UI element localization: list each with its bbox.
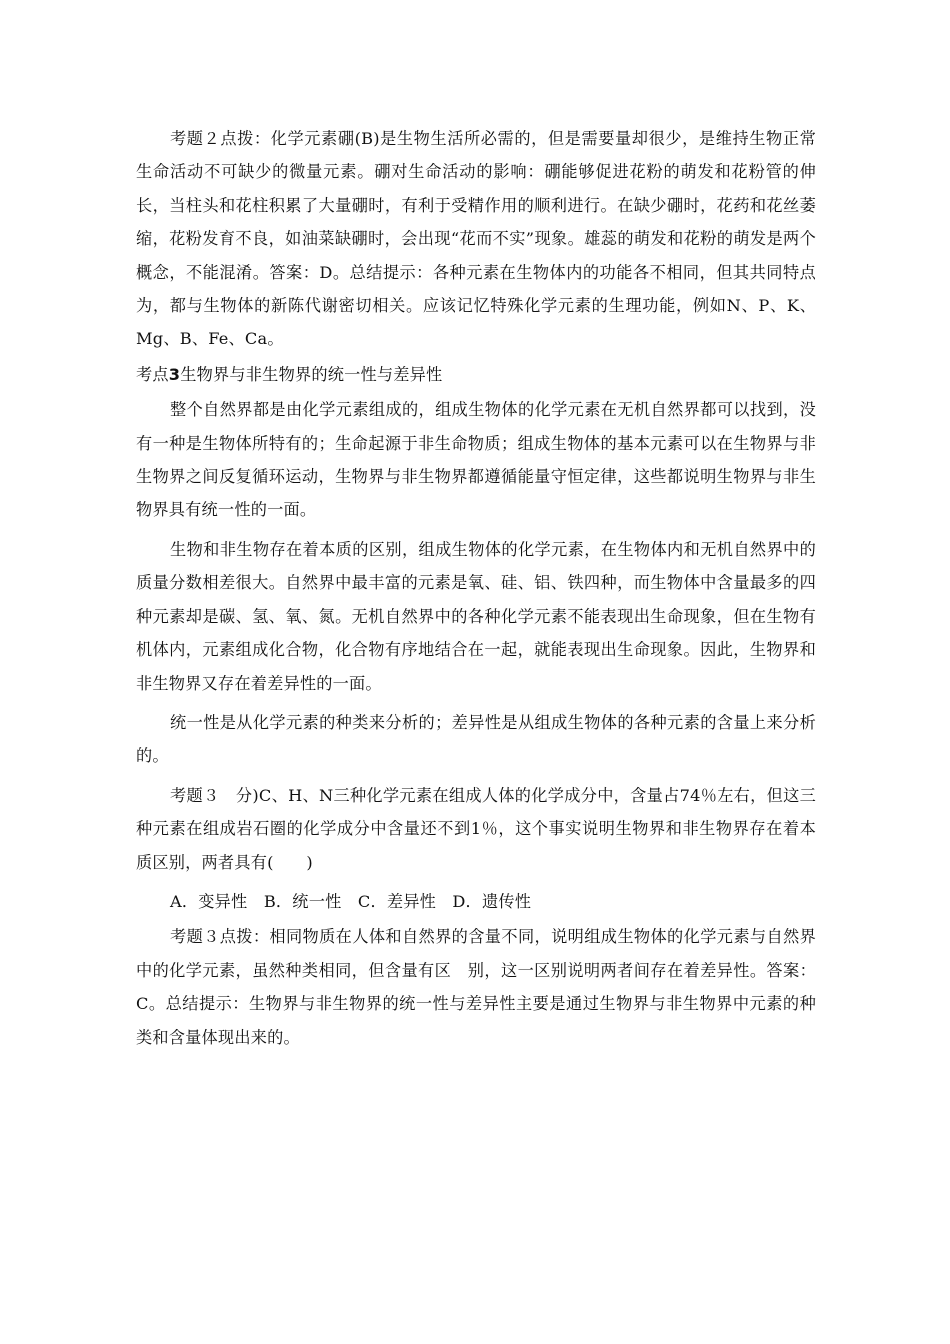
heading-text: 生物界与非生物界的统一性与差异性	[180, 364, 443, 384]
paragraph-unity: 整个自然界都是由化学元素组成的，组成生物体的化学元素在无机自然界都可以找到，没有一种是生物体所特有的；生命起源于非生命物质；组成生物体的基本元素可以在生物界与非生物界之间反复循环运动，生物界与非生物界都遵循能量守恒定律，这些都说明生物界与非生物界具有统一性的一面。	[136, 400, 816, 520]
paragraph-question3-explanation: 考题３点拨：相同物质在人体和自然界的含量不同，说明组成生物体的化学元素与自然界中的化学元素，虽然种类相同，但含量有区 别，这一区别说明两者间存在着差异性。答案：C。总结提示：生物界与非生物界的统一性与差异性主要是通过生物界与非生物界中元素的种类和含量体现出来的。	[136, 927, 816, 1047]
heading-prefix: 考点	[136, 364, 169, 384]
document-page	[136, 122, 816, 1054]
paragraph-question2-explanation: 考题２点拨：化学元素硼(B)是生物生活所必需的，但是需要量却很少，是维持生物正常生命活动不可缺少的微量元素。硼对生命活动的影响：硼能够促进花粉的萌发和花粉管的伸长，当柱头和花柱积累了大量硼时，有利于受精作用的顺利进行。在缺少硼时，花药和花丝萎缩，花粉发育不良，如油菜缺硼时，会出现“花而不实”现象。雄蕊的萌发和花粉的萌发是两个概念，不能混淆。答案：D。总结提示：各种元素在生物体内的功能各不相同，但其共同特点为，都与生物体的新陈代谢密切相关。应该记忆特殊化学元素的生理功能，例如N、P、K、Mg、B、Fe、Ca。	[136, 129, 816, 349]
paragraph-summary: 统一性是从化学元素的种类来分析的；差异性是从组成生物体的各种元素的含量上来分析的。	[136, 712, 816, 766]
section-heading	[136, 358, 816, 391]
paragraph-difference: 生物和非生物存在着本质的区别，组成生物体的化学元素，在生物体内和无机自然界中的质量分数相差很大。自然界中最丰富的元素是氧、硅、铝、铁四种，而生物体中含量最多的四种元素却是碳、氢、氧、氮。无机自然界中的各种化学元素不能表现出生命现象，但在生物有机体内，元素组成化合物，化合物有序地结合在一起，就能表现出生命现象。因此，生物界和非生物界又存在着差异性的一面。	[136, 539, 816, 693]
question3-options: A．变异性 B．统一性 C．差异性 D．遗传性	[170, 891, 532, 911]
paragraph-question3: 考题３ 分)C、H、N三种化学元素在组成人体的化学成分中，含量占74％左右，但这三种元素在组成岩石圈的化学成分中含量还不到1％，这个事实说明生物界和非生物界存在着本质区别，两者具有( )	[136, 785, 816, 872]
heading-number: 3	[168, 364, 181, 384]
